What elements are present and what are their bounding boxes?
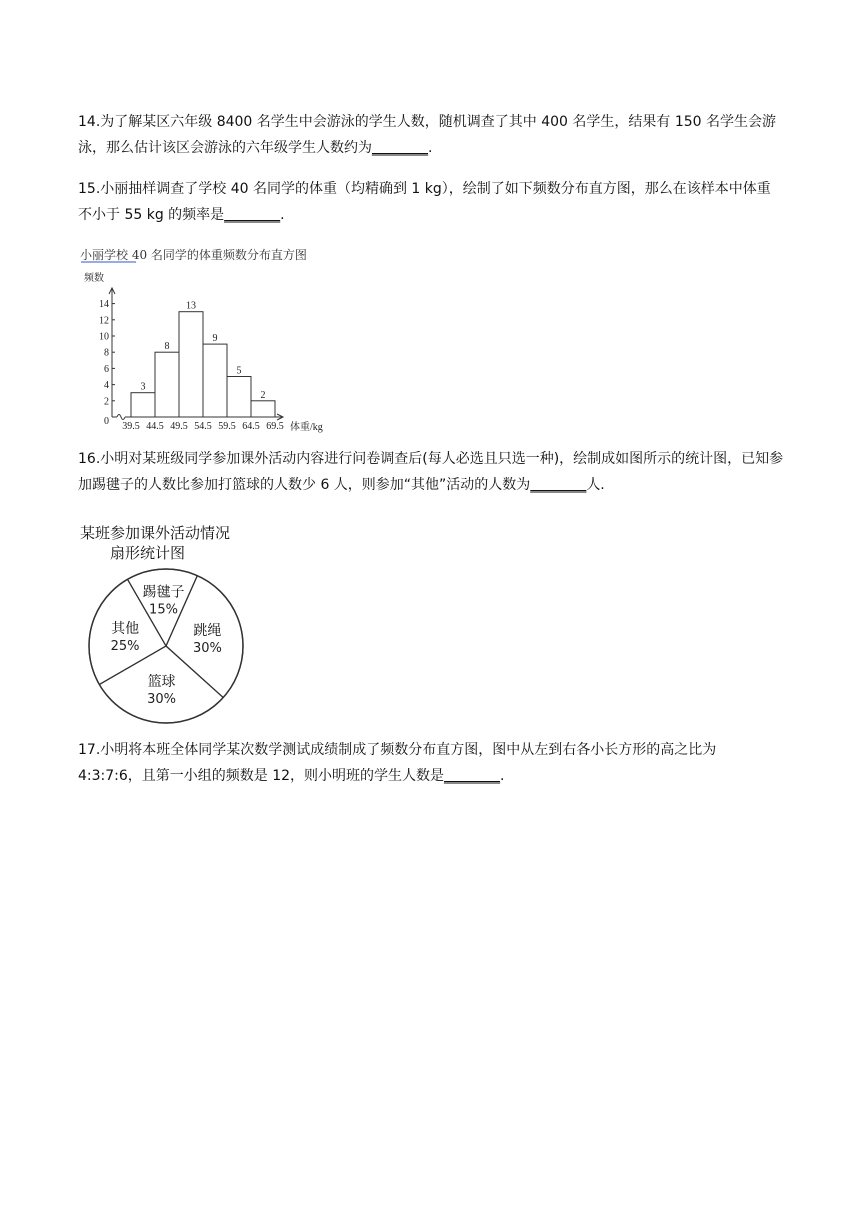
y-tick-label: 8 — [104, 347, 109, 359]
x-tick-label: 54.5 — [194, 421, 212, 432]
pie-slice-label: 篮球 — [147, 674, 176, 691]
y-tick-label: 6 — [104, 363, 109, 375]
pie-slice-percent: 25% — [110, 639, 140, 655]
histogram-chart — [78, 240, 348, 440]
question-16-blank: ________ — [530, 477, 587, 493]
question-15-blank: ________ — [224, 207, 281, 223]
histogram-bar — [203, 344, 227, 417]
pie-marks — [89, 569, 243, 723]
question-15-text: 15.小丽抽样调查了学校 40 名同学的体重（均精确到 1 kg），绘制了如下频数分布直方图，那么在该样本中体重不小于 55 kg 的频率是 — [78, 181, 771, 223]
x-tick-label: 49.5 — [170, 421, 188, 432]
bar-value-label: 8 — [164, 341, 170, 353]
y-tick-label: 10 — [99, 331, 109, 343]
pie-slice-label: 踢毽子 — [142, 584, 185, 601]
histogram-figure — [78, 240, 348, 440]
question-15 — [78, 176, 784, 228]
histogram-bar — [155, 352, 179, 417]
question-15-end: . — [280, 207, 285, 223]
y-tick-label: 2 — [104, 396, 109, 408]
histogram-title: 小丽学校 40 名同学的体重频数分布直方图 — [80, 248, 307, 262]
pie-slice-percent: 30% — [147, 692, 177, 708]
histogram-bar — [251, 401, 275, 417]
question-17-text: 17.小明将本班全体同学某次数学测试成绩制成了频数分布直方图，图中从左到右各小长方形的高之比为 4:3:7:6，且第一小组的频数是 12，则小明班的学生人数是 — [78, 742, 717, 784]
question-16-end: 人. — [586, 477, 605, 493]
bar-value-label: 13 — [186, 300, 196, 312]
question-17-blank: ________ — [444, 768, 501, 784]
histogram-xlabel: 体重/kg — [290, 422, 323, 433]
question-17-end: . — [500, 768, 505, 784]
question-14-end: . — [428, 140, 433, 156]
bar-value-label: 5 — [236, 365, 242, 377]
question-14-text: 14.为了解某区六年级 8400 名学生中会游泳的学生人数，随机调查了其中 400 名学生，结果有 150 名学生会游泳，那么估计该区会游泳的六年级学生人数约为 — [78, 114, 777, 156]
y-tick-label: 4 — [104, 380, 109, 392]
histogram-marks — [99, 288, 284, 432]
question-14 — [78, 109, 784, 161]
x-tick-label: 39.5 — [122, 421, 140, 432]
pie-slice-percent: 15% — [149, 602, 178, 618]
pie-title-line-2: 扇形统计图 — [110, 544, 186, 562]
bar-value-label: 9 — [212, 333, 218, 345]
x-tick-label: 64.5 — [242, 421, 260, 432]
y-tick-label: 12 — [99, 315, 109, 327]
pie-slice-label: 其他 — [111, 621, 140, 638]
histogram-bar — [131, 393, 155, 417]
histogram-bar — [227, 377, 251, 418]
x-tick-label: 69.5 — [266, 421, 284, 432]
question-14-blank: ________ — [372, 140, 428, 156]
question-17 — [78, 737, 784, 789]
pie-title-line-1: 某班参加课外活动情况 — [80, 524, 231, 542]
pie-chart — [78, 518, 258, 730]
pie-slice-label: 跳绳 — [193, 623, 222, 640]
pie-slice-percent: 30% — [192, 641, 222, 657]
bar-value-label: 3 — [140, 381, 146, 393]
pie-figure — [78, 518, 258, 730]
x-axis-break — [117, 415, 125, 420]
histogram-ylabel: 频数 — [84, 273, 104, 284]
histogram-origin: 0 — [104, 416, 109, 427]
histogram-bar — [179, 312, 203, 417]
bar-value-label: 2 — [260, 389, 266, 401]
x-tick-label: 59.5 — [218, 421, 236, 432]
x-tick-label: 44.5 — [146, 421, 164, 432]
question-16-text: 16.小明对某班级同学参加课外活动内容进行问卷调查后(每人必选且只选一种)，绘制成如图所示的统计图，已知参加踢毽子的人数比参加打篮球的人数少 6 人，则参加“其他”活动的人数为 — [78, 451, 784, 493]
y-tick-label: 14 — [99, 299, 109, 311]
question-16 — [78, 446, 784, 498]
